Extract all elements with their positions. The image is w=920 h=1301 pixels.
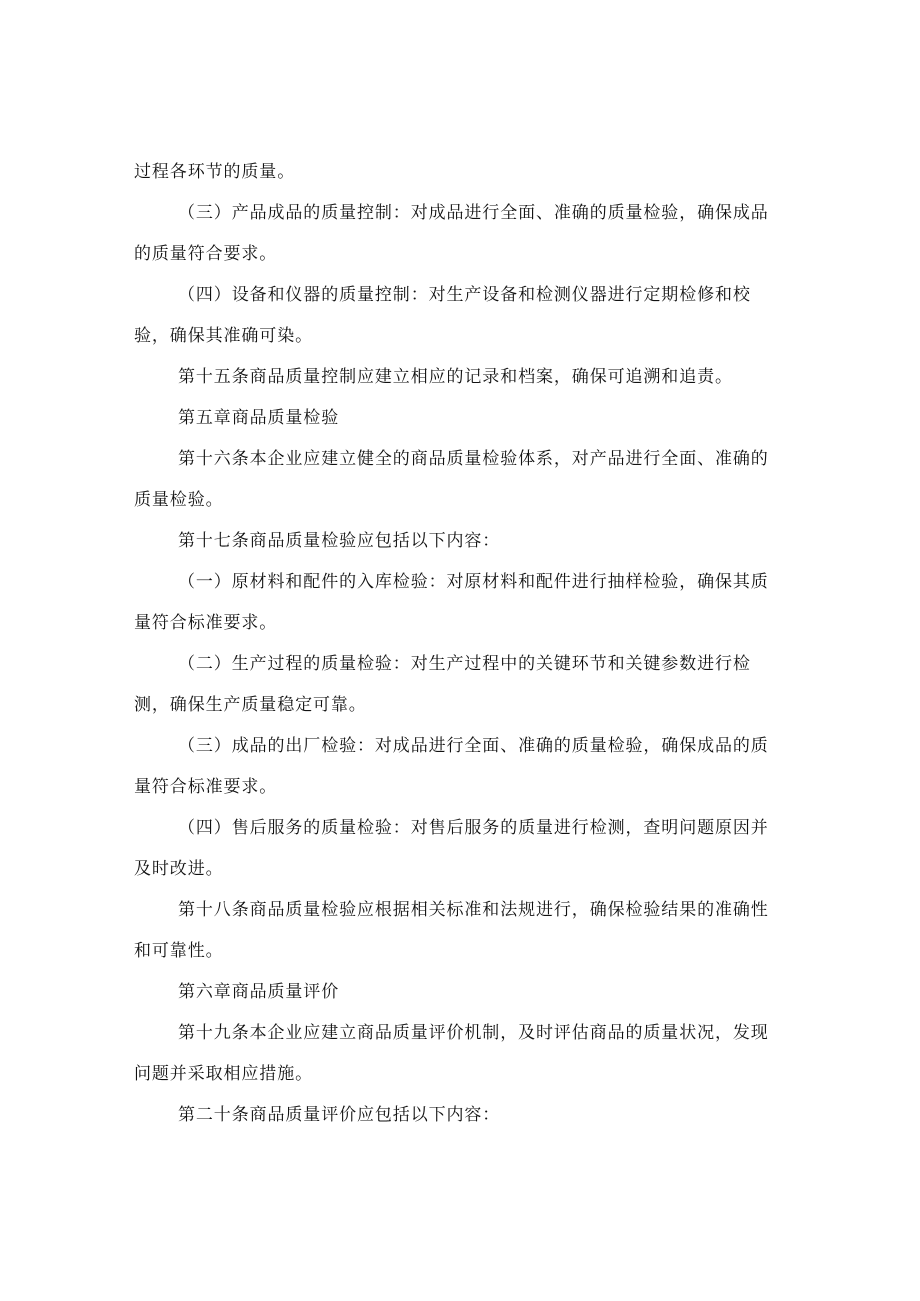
paragraph-article-18: 第十八条商品质量检验应根据相关标准和法规进行，确保检验结果的准确性和可靠性。 (134, 900, 769, 961)
paragraph-item-1-incoming-inspection: （一）原材料和配件的入库检验：对原材料和配件进行抽样检验，确保其质量符合标准要求。 (134, 572, 769, 633)
paragraph-article-15: 第十五条商品质量控制应建立相应的记录和档案，确保可追溯和追责。 (178, 367, 733, 387)
paragraph-article-20: 第二十条商品质量评价应包括以下内容： (178, 1105, 501, 1125)
paragraph-item-2-process-inspection: （二）生产过程的质量检验：对生产过程中的关键环节和关键参数进行检测，确保生产质量稳定可靠。 (134, 654, 751, 715)
paragraph-item-4-after-sales-inspection: （四）售后服务的质量检验：对售后服务的质量进行检测，查明问题原因并及时改进。 (134, 818, 769, 879)
paragraph-article-17: 第十七条商品质量检验应包括以下内容： (178, 531, 501, 551)
paragraph-item-4-equipment-control: （四）设备和仪器的质量控制：对生产设备和检测仪器进行定期检修和校验，确保其准确可染。 (134, 285, 751, 346)
document-body (134, 152, 780, 1136)
paragraph-continuation: 过程各环节的质量。 (134, 162, 296, 182)
chapter-heading-6: 第六章商品质量评价 (178, 982, 340, 1002)
paragraph-article-19: 第十九条本企业应建立商品质量评价机制，及时评估商品的质量状况，发现问题并采取相应措施。 (134, 1023, 769, 1084)
paragraph-item-3-outgoing-inspection: （三）成品的出厂检验：对成品进行全面、准确的质量检验，确保成品的质量符合标准要求。 (134, 736, 769, 797)
chapter-heading-5: 第五章商品质量检验 (178, 408, 340, 428)
paragraph-item-3-product-control: （三）产品成品的质量控制：对成品进行全面、准确的质量检验，确保成品的质量符合要求。 (134, 203, 769, 264)
paragraph-article-16: 第十六条本企业应建立健全的商品质量检验体系，对产品进行全面、准确的质量检验。 (134, 449, 769, 510)
